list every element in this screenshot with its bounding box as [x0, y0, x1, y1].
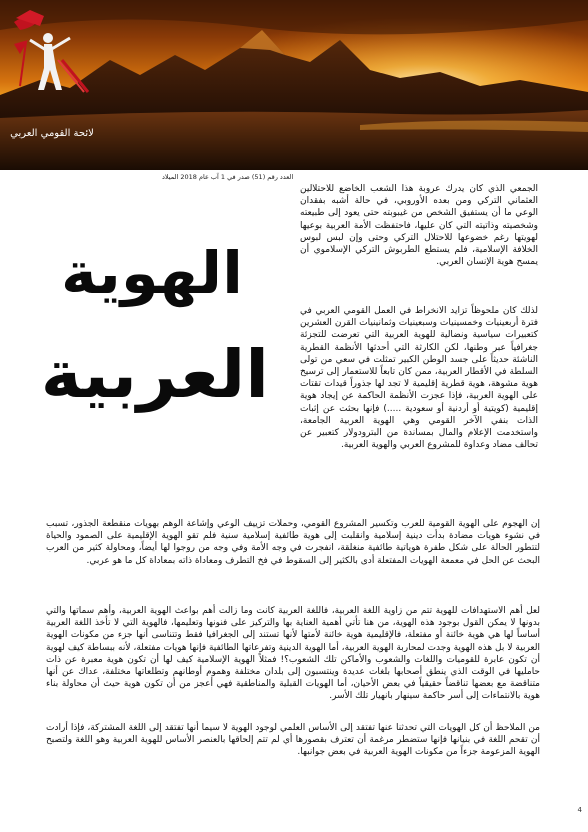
logo-emblem-icon	[0, 0, 96, 110]
paragraph: الجمعي الذي كان يدرك عروبة هذا الشعب الخاضع للاحتلالين العثماني التركي ومن بعده الأوروبي، في حالة أشبه بفقدان الوعي ما أن يستفيق الشخص من غيبوبته حتى يعود إلى طبيعته وشخصيته وذاتيته التي كان عليها، فاحتفظت الأمة العربية بوعيها لهويتها رغم خضوعها للاحتلال التركي وحتى وإن لبس لبوس الخلافة الإسلامية، فلم يستطع الطربوش التركي الإسلاموي أن يمسح هوية الإنسان العربي.	[300, 184, 538, 268]
paragraph: من الملاحظ أن كل الهويات التي تحدثنا عنها تفتقد إلى الأساس العلمي لوجود الهوية لا سيما أنها تفتقد إلى اللغة المشتركة، فإذا أرادت أن تقحم اللغة في بنيانها فإنها ستضطر مرغمة أن تعترف بقصورها أي لم تتم إلحاقها بالعنصر الأساس للهوية العربية وهو اللغة ولتصبح الهوية المزعومة جزءاً من مكونات الهوية العربية في بعض جوانبها.	[46, 723, 540, 758]
paragraph: لذلك كان ملحوظاً تزايد الانخراط في العمل القومي العربي في فترة أربعينيات وخمسينيات وسبعينيات وثمانينيات القرن العشرين كتعبيرات سياسية ونضالية للهوية العربية التي تعرضت للتجزئة جغرافياً عبر وطنها، لكن الكارثة التي أحدثها الأنظمة القطرية الناشئة حديثاً على جسد الوطن الكبير تمثلت في سعي من تولى السلطة في الأقطار العربية، ممن كان تابعاً للاستعمار إلى ترسيخ هوية مشوهة، هوية قطرية إقليمية لا تجد لها جذوراً قيدات تقتات على الهوية العربية، فإذا عجزت الأنظمة الحاكمة عن إيجاد هوية إقليمية (كويتية أو أردنية أو سعودية .....) فإنها بحثت عن إثبات الذات بنفي الآخر القومي وهي الهوية العربية الجامعة، واستخدمت الإعلام والمال بمساندة من البترودولار كتعبير عن تحالف مضاد وعداوة للمشروع العربي والهوية العربية.	[300, 306, 538, 451]
header-banner	[0, 0, 588, 170]
paragraph: إن الهجوم على الهوية القومية للعرب وتكسير المشروع القومي، وحملات تزييف الوعي وإشاعة الوهم بهويات منقطعة الجذور، تسبب في نشوء هويات مضادة بدأت دينية إسلامية وانقلبت إلى هوية طائفية إسلامية سنية فلم تقو الهوية الإقليمية على الصمود والحياة لتتطور الحالة على شكل طفرة هوياتية طائفية منغلقة، انفجرت في وجه الأمة وفي وجه من روجوا لها أيضاً، ومحاولة كثير من العرب البحث عن الحل في معمعة الهويات المفتعلة أدى بالكثير إلى السقوط في فخ التطرف ومعاداة ذاته بمعاداة كل ما هو عربي.	[46, 519, 540, 566]
body-paragraph-4	[46, 605, 540, 703]
column-paragraph-2	[300, 305, 538, 451]
issue-line: العدد رقم (51) صدر في 1 آب عام 2018 الميلاد	[162, 173, 294, 181]
column-paragraph-1	[300, 183, 538, 268]
title-line-1: الهوية	[61, 239, 243, 307]
paragraph: لعل أهم الاستهدافات للهوية تتم من زاوية اللغة العربية، فاللغة العربية كانت وما زالت أهم بواعث الهوية العربية، وأهم سماتها والتي بدونها لا يمكن القول بوجود هذه الهوية، من هنا تأتي أهمية العناية بها والتركيز على فنونها وتعليمها، فالهوية التي لا تأخذ اللغة العربية أساساً لها هي هوية خائنة أو مفتعلة، فالإقليمية هوية خائنة لأمتها لأنها تستند إلى الجغرافيا فقط وتتناسى أنها جزء من مكونات الهوية العربية لا بل هذه الهوية وجدت لمحاربة الهوية العربية، أما الهوية الدينية وتفرعاتها الطائفية فإنها هويات مفتعلة، لأنه ببساطة كيف لهوية أن تكون عابرة للقوميات واللغات والشعوب والأماكن تلك الشعوب؟! فمثلاً الهوية الإسلامية كيف لها أن تكون هوية معبرة عن ذات حامليها في الوقت الذي ينطق أصحابها بلغات عديدة وينتسبون إلى بلدان مختلفة وهموم أوطانهم وتطلعاتها مختلفة، عداك عن أنها متناقضة مع بعضها تناقضاً حقيقياً في بعض الأحيان، أما الهويات القبلية والمناطقية فهي أعجز من أن تكون هوية حيث أن محاولة بناء هوية بالانتماءات إلى أسر حاكمة سينهار بانهيار تلك الأسر.	[46, 606, 540, 702]
body-paragraph-5	[46, 722, 540, 759]
article-title	[40, 214, 270, 534]
body-paragraph-3	[46, 518, 540, 567]
title-line-2: العربية	[40, 336, 270, 413]
page-number: 4	[577, 806, 582, 814]
logo-text: لائحة القومي العربي	[10, 128, 94, 139]
